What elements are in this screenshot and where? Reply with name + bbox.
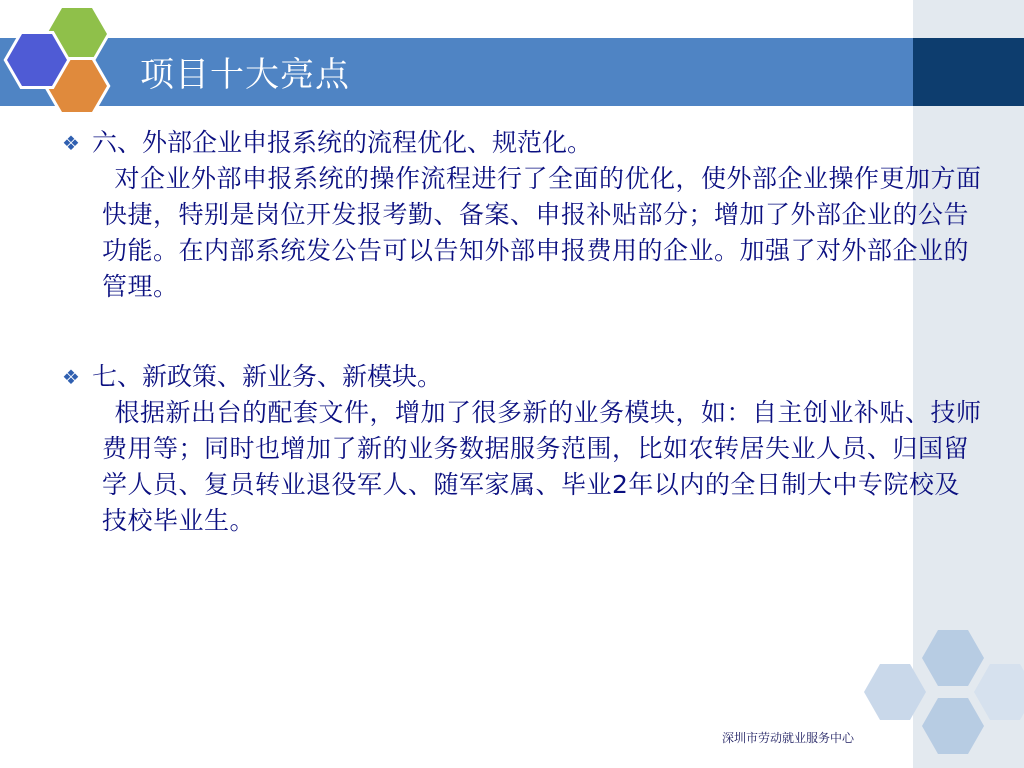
- bullet-heading-text: 七、新政策、新业务、新模块。: [92, 362, 443, 391]
- bullet-heading-1: [62, 125, 982, 161]
- diamond-bullet-icon: ❖: [62, 365, 80, 389]
- bullet-heading-text: 六、外部企业申报系统的流程优化、规范化。: [92, 128, 593, 157]
- decorative-hexagons-icon: [850, 600, 1024, 768]
- bullet-paragraph-1: 对企业外部申报系统的操作流程进行了全面的优化，使外部企业操作更加方面快捷，特别是岗位开发报考勤、备案、申报补贴部分；增加了外部企业的公告功能。在内部系统发公告可以告知外部申报费用的企业。加强了对外部企业的管理。: [102, 164, 982, 301]
- footer-organization: 深圳市劳动就业服务中心: [722, 731, 855, 745]
- bullet-heading-2: [62, 359, 982, 395]
- slide-title: 项目十大亮点: [140, 55, 350, 95]
- slide-content: [62, 125, 982, 539]
- title-bar-accent: [913, 38, 1024, 106]
- diamond-bullet-icon: ❖: [62, 131, 80, 155]
- hexagon-logo-icon: [0, 0, 140, 120]
- bullet-paragraph-2: 根据新出台的配套文件，增加了很多新的业务模块，如：自主创业补贴、技师费用等；同时也增加了新的业务数据服务范围，比如农转居失业人员、归国留学人员、复员转业退役军人、随军家属、毕业2年以内的全日制大中专院校及技校毕业生。: [102, 398, 982, 535]
